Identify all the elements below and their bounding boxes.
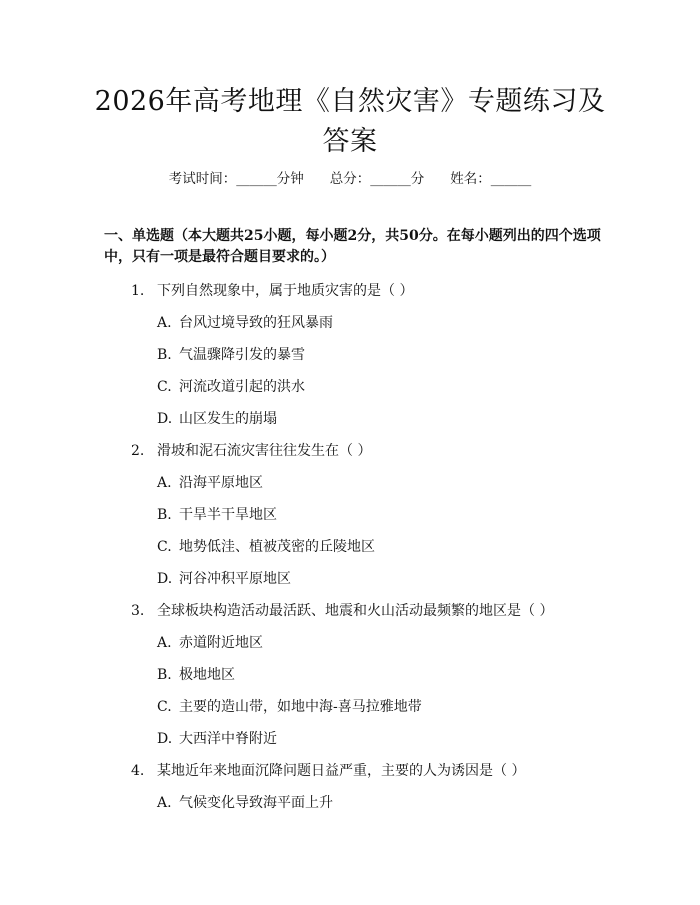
option-text: 赤道附近地区	[179, 635, 263, 651]
question-2-option-c	[157, 537, 375, 557]
question-number: 2.	[131, 443, 145, 459]
student-name-field	[450, 167, 531, 187]
exam-time-blank: ______	[236, 171, 277, 187]
question-number: 3.	[131, 603, 145, 619]
option-text: 气候变化导致海平面上升	[179, 795, 333, 811]
option-letter: B.	[157, 507, 172, 523]
total-score-field	[330, 167, 425, 187]
option-text: 极地地区	[179, 667, 235, 683]
question-3	[131, 601, 553, 621]
section-heading: 一、单选题（本大题共25小题，每小题2分，共50分。在每小题列出的四个选项中，只有一项是最符合题目要求的。）	[104, 228, 601, 265]
question-2	[131, 441, 371, 461]
question-1-option-b	[157, 345, 305, 365]
option-letter: D.	[157, 731, 173, 747]
question-2-option-d	[157, 569, 291, 589]
question-1-option-c	[157, 377, 305, 397]
question-2-option-b	[157, 505, 277, 525]
question-3-option-d	[157, 729, 277, 749]
option-text: 气温骤降引发的暴雪	[179, 347, 305, 363]
document-title: 2026年高考地理《自然灾害》专题练习及答案	[94, 86, 606, 157]
question-number: 4.	[131, 763, 145, 779]
option-letter: A.	[157, 475, 172, 491]
total-score-blank: ______	[370, 171, 411, 187]
option-text: 河谷冲积平原地区	[179, 571, 291, 587]
question-1-option-d	[157, 409, 277, 429]
option-text: 河流改道引起的洪水	[179, 379, 305, 395]
question-text: 下列自然现象中，属于地质灾害的是（ ）	[157, 283, 414, 299]
exam-info-line	[0, 167, 700, 187]
option-letter: A.	[157, 315, 172, 331]
question-1-option-a	[157, 313, 333, 333]
question-2-option-a	[157, 473, 263, 493]
question-3-option-b	[157, 665, 235, 685]
option-letter: A.	[157, 635, 172, 651]
option-text: 干旱半干旱地区	[179, 507, 277, 523]
exam-time-field	[169, 167, 304, 187]
total-score-unit: 分	[410, 171, 425, 187]
total-score-label: 总分：	[329, 171, 371, 187]
question-text: 全球板块构造活动最活跃、地震和火山活动最频繁的地区是（ ）	[157, 603, 554, 619]
question-4	[131, 761, 525, 781]
option-letter: C.	[157, 379, 172, 395]
option-letter: B.	[157, 347, 172, 363]
option-letter: C.	[157, 539, 172, 555]
option-text: 地势低洼、植被茂密的丘陵地区	[179, 539, 375, 555]
question-3-option-a	[157, 633, 263, 653]
option-text: 主要的造山带，如地中海-喜马拉雅地带	[179, 699, 422, 715]
question-3-option-c	[157, 697, 422, 717]
question-1	[131, 281, 413, 301]
option-letter: C.	[157, 699, 172, 715]
option-letter: D.	[157, 571, 173, 587]
student-name-blank: ______	[490, 171, 532, 187]
option-text: 大西洋中脊附近	[179, 731, 277, 747]
question-4-option-a	[157, 793, 333, 813]
option-text: 台风过境导致的狂风暴雨	[179, 315, 333, 331]
question-text: 滑坡和泥石流灾害往往发生在（ ）	[157, 443, 372, 459]
student-name-label: 姓名：	[450, 171, 491, 187]
option-letter: B.	[157, 667, 172, 683]
question-text: 某地近年来地面沉降问题日益严重，主要的人为诱因是（ ）	[157, 763, 526, 779]
question-number: 1.	[131, 283, 145, 299]
option-text: 山区发生的崩塌	[179, 411, 277, 427]
option-text: 沿海平原地区	[179, 475, 263, 491]
exam-time-label: 考试时间：	[168, 171, 237, 187]
option-letter: A.	[157, 795, 172, 811]
exam-time-unit: 分钟	[276, 171, 304, 187]
option-letter: D.	[157, 411, 173, 427]
